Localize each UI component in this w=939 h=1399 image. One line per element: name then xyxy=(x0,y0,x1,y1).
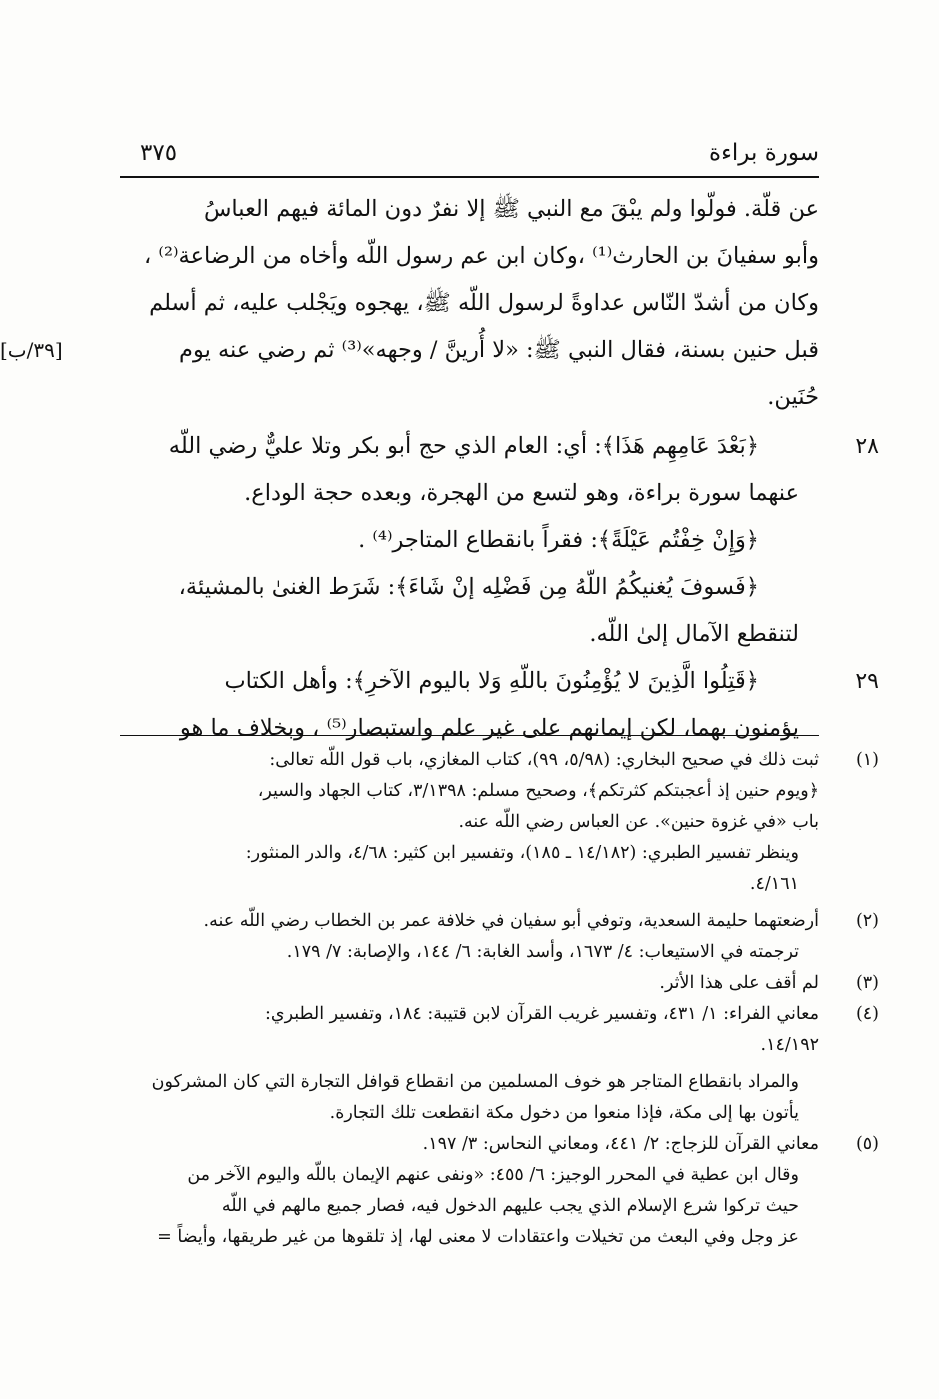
commentary-line: يؤمنون بهما، لكن إيمانهم على غير علم واستبصار⁽⁵⁾ ، وبخلاف ما هو xyxy=(179,715,799,741)
commentary-line: لتنقطع الآمال إلىٰ اللّه. xyxy=(589,621,799,647)
footnote-number: (٢) xyxy=(855,911,879,931)
footnote-number: (٥) xyxy=(855,1134,879,1154)
footnote-2 xyxy=(120,906,879,968)
page-header xyxy=(120,140,819,176)
commentary-line: ﴿قَتِلُوا الَّذِينَ لا يُؤْمِنُونَ باللّهِ وَلا باليوم الآخرِ﴾: وأهل الكتاب xyxy=(224,668,759,694)
intro-line: عن قلّة. فولّوا ولم يبْقَ مع النبي ﷺ إلا نفرٌ دون المائة فيهم العباسُ xyxy=(203,196,819,222)
footnote-line: أرضعتهما حليمة السعدية، وتوفي أبو سفيان في خلافة عمر بن الخطاب رضي اللّه عنه. xyxy=(203,911,819,931)
footnote-line: وقال ابن عطية في المحرر الوجيز: ٦/ ٤٥٥: «ونفى عنهم الإيمان باللّه واليوم الآخر من xyxy=(187,1165,799,1185)
footnote-divider xyxy=(120,735,819,736)
footnotes xyxy=(120,745,879,1253)
main-text xyxy=(0,186,879,752)
footnote-line: ترجمته في الاستيعاب: ٤/ ١٦٧٣، وأسد الغابة: ٦/ ١٤٤، والإصابة: ٧/ ١٧٩. xyxy=(286,942,799,962)
footnote-line: لم أقف على هذا الأثر. xyxy=(659,973,819,993)
intro-line: قبل حنين بسنة، فقال النبي ﷺ: «لا أُرينَّ / وجهه»⁽³⁾ ثم رضي عنه يوم xyxy=(179,337,819,363)
footnote-number: (١) xyxy=(855,750,879,770)
footnote-line: معاني الفراء: ١/ ٤٣١، وتفسير غريب القرآن لابن قتيبة: ١٨٤، وتفسير الطبري: xyxy=(265,1004,819,1024)
footnote-line: عز وجل وفي البعث من تخيلات واعتقادات لا معنى لها، إذ تلقوها من غير طريقها، وأيضاً = xyxy=(157,1227,799,1247)
footnote-line: وينظر تفسير الطبري: (١٤/١٨٢ ـ ١٨٥)، وتفسير ابن كثير: ٤/٦٨، والدر المنثور: xyxy=(245,843,799,863)
intro-line: حُنَين. xyxy=(767,384,819,410)
intro-line: وأبو سفيانَ بن الحارث⁽¹⁾ ،وكان ابن عم رسول اللّه وأخاه من الرضاعة⁽²⁾ ، xyxy=(144,243,819,269)
folio-mark: [٣٩/ب] xyxy=(0,338,63,362)
footnote-line: ﴿ويوم حنين إذ أعجبتكم كثرتكم﴾، وصحيح مسلم: ٣/١٣٩٨، كتاب الجهاد والسير، xyxy=(257,781,819,801)
verse-number: ٢٩ xyxy=(855,669,879,694)
footnote-1 xyxy=(120,745,879,900)
commentary-line: ﴿بَعْدَ عَامِهِم هَذَا﴾: أي: العام الذي حج أبو بكر وتلا عليٌّ رضي اللّه xyxy=(168,433,759,459)
footnote-4 xyxy=(120,999,879,1129)
verse-28-block xyxy=(120,423,879,658)
footnote-line: معاني القرآن للزجاج: ٢/ ٤٤١، ومعاني النحاس: ٣/ ١٩٧. xyxy=(422,1134,819,1154)
header-divider xyxy=(120,176,819,178)
footnote-line: والمراد بانقطاع المتاجر هو خوف المسلمين من انقطاع قوافل التجارة التي كان المشركون xyxy=(151,1072,799,1092)
commentary-line: ﴿وَإِنْ خِفْتُم عَيْلَةً﴾: فقراً بانقطاع المتاجر⁽⁴⁾ . xyxy=(358,527,759,553)
footnote-line: ثبت ذلك في صحيح البخاري: (٥/٩٨، ٩٩)، كتاب المغازي، باب قول اللّه تعالى: xyxy=(269,750,819,770)
footnote-5 xyxy=(120,1129,879,1253)
footnote-line: باب «في غزوة حنين». عن العباس رضي اللّه عنه. xyxy=(458,812,819,832)
footnote-line: يأتون بها إلى مكة، فإذا منعوا من دخول مكة انقطعت تلك التجارة. xyxy=(329,1103,799,1123)
footnote-number: (٤) xyxy=(855,1004,879,1024)
intro-line: وكان من أشدّ النّاس عداوةً لرسول اللّه ﷺ، يهجوه ويَجْلب عليه، ثم أسلم xyxy=(149,290,819,316)
surah-title: سورة براءة xyxy=(709,140,819,166)
footnote-line: حيث تركوا شرع الإسلام الذي يجب عليهم الدخول فيه، فصار جميع مالهم في اللّه xyxy=(221,1196,799,1216)
verse-29-block xyxy=(120,658,879,752)
footnote-3 xyxy=(120,968,879,999)
commentary-line: ﴿فَسوفَ يُغنيكُمُ اللّهُ مِن فَضْلِه إنْ شَاءَ﴾: شَرَط الغنىٰ بالمشيئة، xyxy=(178,574,759,600)
footnote-line: ٤/١٦١. xyxy=(749,874,799,894)
page-number: ٣٧٥ xyxy=(140,140,178,166)
verse-number: ٢٨ xyxy=(855,434,879,459)
commentary-line: عنهما سورة براءة، وهو لتسع من الهجرة، وبعده حجة الوداع. xyxy=(244,480,799,506)
footnote-line: ١٤/١٩٢. xyxy=(760,1035,819,1055)
footnote-number: (٣) xyxy=(855,973,879,993)
